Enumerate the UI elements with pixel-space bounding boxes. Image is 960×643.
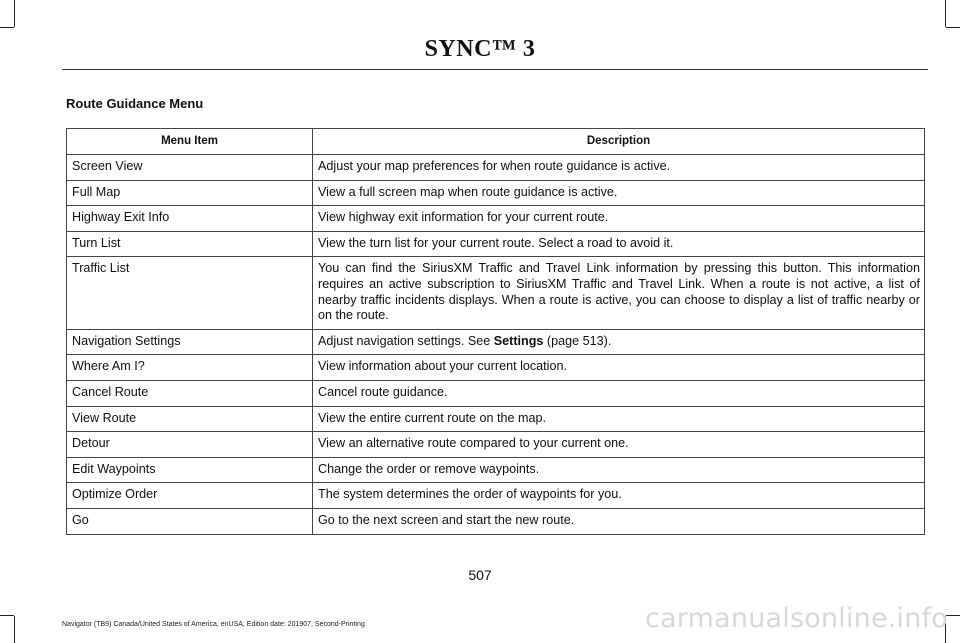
table-row [67,483,925,509]
menu-item-cell: Edit Waypoints [67,457,313,483]
description-text: Adjust navigation settings. See [318,333,494,348]
crop-mark [946,27,960,28]
page-number: 507 [468,567,492,583]
description-cell [313,329,925,355]
page-header-title: SYNC™ 3 [424,36,536,62]
description-cell: View an alternative route compared to your current one. [313,432,925,458]
table-row [67,206,925,232]
description-cell: View the entire current route on the map. [313,406,925,432]
watermark: carmanualsonline.info [645,603,948,634]
table-row [67,432,925,458]
description-cell: View highway exit information for your current route. [313,206,925,232]
column-header-description: Description [313,129,925,155]
description-cell: You can find the SiriusXM Traffic and Travel Link information by pressing this button. This information requires an active subscription to SiriusXM Traffic and Travel Link. When a route is not active, a list of nearby traffic incidents displays. When a route is active, you can choose to display a list of traffic nearby or on the route. [313,257,925,329]
table-row [67,257,925,329]
table-row [67,155,925,181]
menu-item-cell: Go [67,508,313,534]
crop-mark [0,27,14,28]
menu-item-cell: Optimize Order [67,483,313,509]
menu-item-cell: Detour [67,432,313,458]
description-cell: Cancel route guidance. [313,380,925,406]
description-cell: Change the order or remove waypoints. [313,457,925,483]
description-cell: Adjust your map preferences for when route guidance is active. [313,155,925,181]
description-cell: View information about your current location. [313,355,925,381]
menu-item-cell: Full Map [67,180,313,206]
description-cell: The system determines the order of waypoints for you. [313,483,925,509]
menu-item-cell: View Route [67,406,313,432]
crop-mark [0,615,14,616]
description-cell: View a full screen map when route guidance is active. [313,180,925,206]
menu-item-cell: Navigation Settings [67,329,313,355]
crop-mark [946,615,960,616]
table-row [67,231,925,257]
menu-item-cell: Screen View [67,155,313,181]
table-header-row [67,129,925,155]
table-row [67,380,925,406]
crop-mark [14,616,15,643]
header-divider [62,69,928,70]
route-guidance-table [66,128,925,535]
crop-mark [945,0,946,27]
edition-footer: Navigator (TB9) Canada/United States of America, enUSA, Edition date: 201907, Second-Printing [62,621,365,628]
section-title: Route Guidance Menu [66,96,204,111]
menu-item-cell: Highway Exit Info [67,206,313,232]
description-cell: View the turn list for your current route. Select a road to avoid it. [313,231,925,257]
table-row [67,355,925,381]
table-row [67,457,925,483]
menu-item-cell: Traffic List [67,257,313,329]
table-row [67,180,925,206]
menu-item-cell: Cancel Route [67,380,313,406]
page-reference: (page 513). [543,333,612,348]
settings-cross-reference: Settings [493,333,544,348]
table-row [67,508,925,534]
table-row [67,329,925,355]
menu-item-cell: Turn List [67,231,313,257]
description-cell: Go to the next screen and start the new route. [313,508,925,534]
menu-item-cell: Where Am I? [67,355,313,381]
table-row [67,406,925,432]
crop-mark [14,0,15,27]
column-header-menu-item: Menu Item [67,129,313,155]
